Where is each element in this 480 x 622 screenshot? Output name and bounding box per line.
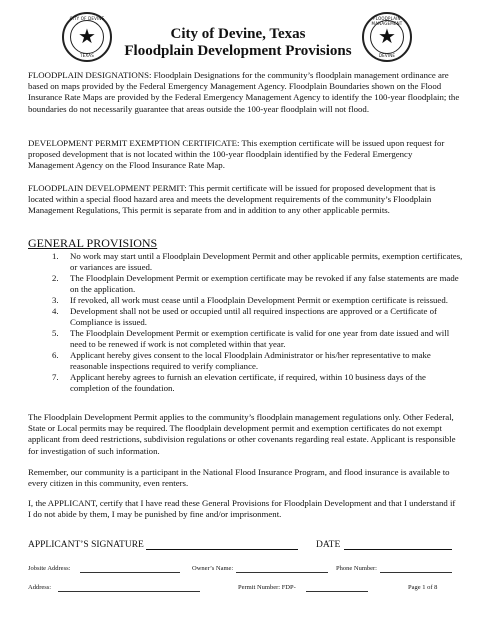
provision-number: 3. — [52, 295, 59, 305]
provision-item — [52, 328, 466, 350]
provision-text: If revoked, all work must cease until a Floodplain Development Permit or exemption certificate is reissued. — [70, 295, 448, 305]
page-number: Page 1 of 8 — [408, 584, 438, 591]
owner-name-field[interactable] — [236, 572, 328, 573]
seal-ring-text-bottom: DEVINE — [378, 53, 396, 58]
exemption-certificate-paragraph: DEVELOPMENT PERMIT EXEMPTION CERTIFICATE: This exemption certificate will be issued upon request for proposed development that is not located within the 100-year floodplain identified by the Federal Emergency Management Agency on the Flood Insurance Rate Map. — [28, 138, 445, 171]
general-provisions-heading: GENERAL PROVISIONS — [28, 236, 158, 250]
provision-text: Applicant hereby gives consent to the local Floodplain Administrator or his/her representative to make reasonable inspections required to verify compliance. — [70, 350, 431, 371]
provision-number: 7. — [52, 372, 59, 382]
provision-item — [52, 350, 466, 372]
permit-number-label: Permit Number: FDP- — [238, 584, 296, 591]
jobsite-address-label: Jobsite Address: — [28, 565, 71, 572]
seal-ring-text-bottom: TEXAS — [80, 53, 94, 58]
provision-item — [52, 372, 466, 394]
applicant-certification-paragraph: I, the APPLICANT, certify that I have read these General Provisions for Floodplain Development and that I understand if I do not abide by them, I may be punished by fine and/or imprisonment. — [28, 498, 456, 520]
provision-text: Development shall not be used or occupied until all required inspections are approved or a Certificate of Compliance is issued. — [70, 306, 437, 327]
development-permit-paragraph: FLOODPLAIN DEVELOPMENT PERMIT: This permit certificate will be issued for proposed development that is located within a special flood hazard area and meets the development requirements of the community’s Floodplain Management Regulations, This permit is separate from and in addition to any other applicable permits. — [28, 183, 436, 216]
applicant-signature-field[interactable] — [146, 549, 298, 550]
star-icon: ★ — [78, 26, 96, 48]
star-icon: ★ — [378, 26, 396, 48]
provision-item — [52, 273, 466, 295]
provision-number: 6. — [52, 350, 59, 360]
owner-name-label: Owner’s Name: — [192, 565, 234, 572]
provision-item — [52, 295, 466, 306]
provision-text: The Floodplain Development Permit or exemption certificate is valid for one year from date issued and will need to be renewed if work is not completed within that year. — [70, 328, 450, 349]
date-label: DATE — [316, 540, 341, 550]
provision-item — [52, 251, 466, 273]
provision-number: 5. — [52, 328, 59, 338]
city-seal-logo — [62, 12, 112, 62]
phone-number-field[interactable] — [380, 572, 452, 573]
floodplain-management-seal-logo — [362, 12, 412, 62]
jobsite-address-field[interactable] — [80, 572, 180, 573]
provision-item — [52, 306, 466, 328]
phone-number-label: Phone Number: — [336, 565, 377, 572]
seal-ring-text-top: FLOODPLAIN MANAGEMENT — [371, 16, 403, 26]
provision-text: No work may start until a Floodplain Development Permit and other applicable permits, exemption certificates, or variances are issued. — [70, 251, 463, 272]
provision-number: 2. — [52, 273, 59, 283]
address-field[interactable] — [58, 591, 200, 592]
permit-number-field[interactable] — [306, 591, 368, 592]
nfip-paragraph: Remember, our community is a participant in the National Flood Insurance Program, and flood insurance is available to every citizen in this community, even renters. — [28, 467, 450, 489]
seal-ring-text-top: CITY OF DEVINE — [69, 16, 105, 21]
provision-number: 1. — [52, 251, 59, 261]
general-provisions-list — [52, 251, 466, 394]
provision-text: The Floodplain Development Permit or exemption certificate may be revoked if any false statements are made on the application. — [70, 273, 459, 294]
date-field[interactable] — [344, 549, 452, 550]
document-title: Floodplain Development Provisions — [124, 43, 352, 59]
applicant-signature-label: APPLICANT’S SIGNATURE — [28, 540, 144, 550]
provision-text: Applicant hereby agrees to furnish an elevation certificate, if required, within 10 business days of the completion of the foundation. — [70, 372, 426, 393]
address-label: Address: — [28, 584, 52, 591]
floodplain-designations-paragraph: FLOODPLAIN DESIGNATIONS: Floodplain Designations for the community’s floodplain management ordinance are based on maps provided by the Federal Emergency Management Agency. Floodplain Boundaries shown on the Flood Insurance Rate Maps are provided by the Federal Emergency Management Agency to identify the 100-year floodplain; the boundaries do not necessarily guarantee that areas outside the 100-year floodplain will not flood. — [28, 70, 460, 114]
document-title-city: City of Devine, Texas — [170, 26, 306, 42]
provision-number: 4. — [52, 306, 59, 316]
permit-applies-paragraph: The Floodplain Development Permit applies to the community’s floodplain management regulations only. Other Federal, State or Local permits may be required. The floodplain development permit and exemption certificates do not exempt applicant from deed restrictions, subdivision regulations or other covenants regarding real estate. Applicant is responsible for investigation of such information. — [28, 412, 456, 456]
